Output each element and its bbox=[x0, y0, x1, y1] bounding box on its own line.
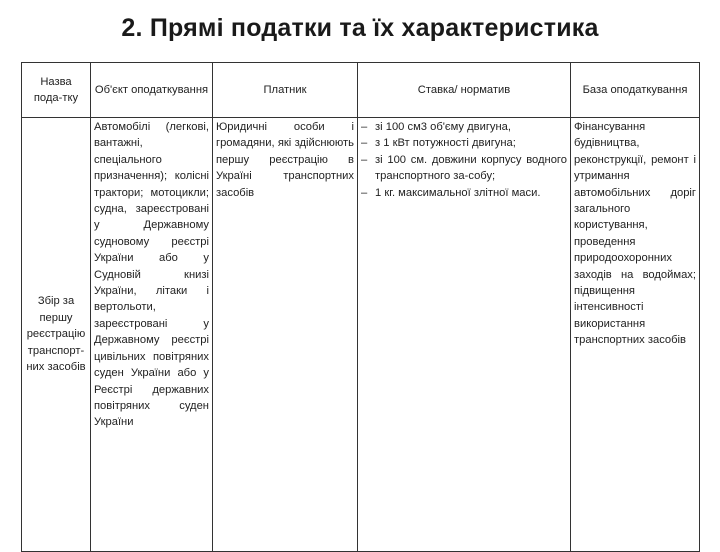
rate-text: зі 100 см3 об'єму двигуна, bbox=[375, 121, 512, 133]
rate-dash: – bbox=[361, 121, 368, 133]
cell-tax-object: Автомобілі (легкові, вантажні, спеціального призначення); колісні трактори; мотоцикли; судна, зареєстровані у Державному судновому реєстрі України або у Судновій книзі України, літаки і вертольоти, зареєстровані у Державному реєстрі цивільних повітряних суден України або у Реєстрі державних повітряних суден України bbox=[91, 118, 213, 552]
rate-dash: – bbox=[361, 153, 368, 166]
rate-dash: – bbox=[361, 137, 368, 150]
header-tax-object: Об'єкт оподаткування bbox=[91, 63, 213, 118]
page-title: 2. Прямі податки та їх характеристика bbox=[121, 14, 599, 42]
rate-text: з 1 кВт потужності двигуна; bbox=[375, 137, 516, 150]
tax-table bbox=[21, 62, 700, 552]
rate-item bbox=[361, 135, 567, 151]
rate-text: 1 кг. максимальної злітної маси. bbox=[375, 186, 541, 199]
cell-payer: Юридичні особи і громадяни, які здійснюють першу реєстрацію в Україні транспортних засобів bbox=[213, 118, 358, 552]
rate-item bbox=[361, 152, 567, 185]
cell-tax-base: Фінансування будівництва, реконструкції, ремонт і утримання автомобільних доріг загального користування, проведення природоохоронних заходів на водоймах; підвищення інтенсивності використання транспортних засобів bbox=[571, 118, 700, 552]
header-rate: Ставка/ норматив bbox=[358, 63, 571, 118]
table-row bbox=[22, 118, 700, 552]
header-tax-name: Назва пода-тку bbox=[22, 63, 91, 118]
table-header-row bbox=[22, 63, 700, 118]
rate-item bbox=[361, 185, 567, 201]
header-payer: Платник bbox=[213, 63, 358, 118]
cell-rate bbox=[358, 118, 571, 552]
cell-tax-name: Збір за першу реєстрацію транспорт-них засобів bbox=[22, 118, 91, 552]
rate-item bbox=[361, 119, 567, 135]
rate-dash: – bbox=[361, 186, 368, 199]
header-tax-base: База оподаткування bbox=[571, 63, 700, 118]
rate-text: зі 100 см. довжини корпусу водного транспортного за-собу; bbox=[375, 153, 567, 183]
